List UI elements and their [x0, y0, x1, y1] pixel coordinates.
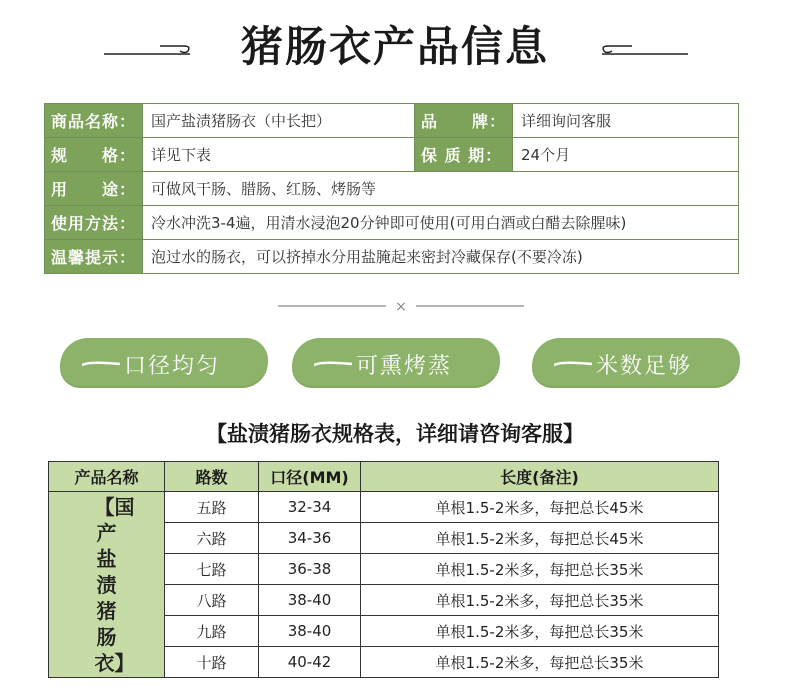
length-cell: 单根1.5-2米多，每把总长45米 [361, 492, 719, 523]
lane-cell: 六路 [165, 523, 259, 554]
swoosh-icon [314, 361, 352, 369]
product-name-label: 商品名称： [45, 104, 143, 138]
product-name-vertical: 【国产盐渍猪肠衣】 [94, 494, 135, 675]
shelf-life-label: 保 质 期： [415, 138, 513, 172]
feature-label: 口径均匀 [124, 354, 221, 379]
caliber-cell: 32-34 [259, 492, 361, 523]
use-label: 用 途： [45, 172, 143, 206]
feature-pill-smoke [292, 338, 500, 388]
lane-cell: 七路 [165, 554, 259, 585]
title-area [0, 8, 790, 78]
table-row [49, 492, 719, 523]
section-divider [278, 298, 524, 318]
caliber-cell: 40-42 [259, 647, 361, 678]
caliber-cell: 36-38 [259, 554, 361, 585]
feature-pill-caliber [60, 338, 268, 388]
length-cell: 单根1.5-2米多，每把总长35米 [361, 647, 719, 678]
brand-value: 详细询问客服 [513, 104, 739, 138]
lane-cell: 八路 [165, 585, 259, 616]
caliber-cell: 38-40 [259, 616, 361, 647]
use-value: 可做风干肠、腊肠、红肠、烤肠等 [143, 172, 739, 206]
divider-mark: × [395, 299, 407, 315]
feature-label: 可熏烤蒸 [356, 354, 453, 379]
lane-cell: 九路 [165, 616, 259, 647]
lane-cell: 十路 [165, 647, 259, 678]
product-info-table [44, 103, 739, 274]
tip-label: 温馨提示： [45, 240, 143, 274]
spec-table [48, 461, 719, 678]
info-row-spec-shelf [45, 138, 739, 172]
header-caliber: 口径(MM) [259, 462, 361, 492]
page-title: 猪肠衣产品信息 [240, 22, 549, 71]
title-decoration-right-icon [598, 36, 688, 58]
method-value: 冷水冲洗3-4遍，用清水浸泡20分钟即可使用(可用白酒或白醋去除腥味) [143, 206, 739, 240]
info-row-tip [45, 240, 739, 274]
length-cell: 单根1.5-2米多，每把总长35米 [361, 616, 719, 647]
spec-table-header [49, 462, 719, 492]
header-lane: 路数 [165, 462, 259, 492]
feature-pill-length [532, 338, 740, 388]
method-label: 使用方法： [45, 206, 143, 240]
swoosh-icon [554, 361, 592, 369]
spec-label: 规 格： [45, 138, 143, 172]
spec-table-title: 【盐渍猪肠衣规格表，详细请咨询客服】 [206, 421, 584, 446]
caliber-cell: 38-40 [259, 585, 361, 616]
header-length: 长度(备注) [361, 462, 719, 492]
product-cell [49, 492, 165, 678]
product-name-value: 国产盐渍猪肠衣（中长把） [143, 104, 415, 138]
info-row-method [45, 206, 739, 240]
shelf-life-value: 24个月 [513, 138, 739, 172]
length-cell: 单根1.5-2米多，每把总长35米 [361, 554, 719, 585]
info-row-use [45, 172, 739, 206]
tip-value: 泡过水的肠衣，可以挤掉水分用盐腌起来密封冷藏保存(不要冷冻) [143, 240, 739, 274]
spec-value: 详见下表 [143, 138, 415, 172]
length-cell: 单根1.5-2米多，每把总长35米 [361, 585, 719, 616]
header-product: 产品名称 [49, 462, 165, 492]
swoosh-icon [82, 361, 120, 369]
info-row-name-brand [45, 104, 739, 138]
caliber-cell: 34-36 [259, 523, 361, 554]
length-cell: 单根1.5-2米多，每把总长45米 [361, 523, 719, 554]
feature-label: 米数足够 [596, 354, 693, 379]
brand-label: 品 牌： [415, 104, 513, 138]
lane-cell: 五路 [165, 492, 259, 523]
